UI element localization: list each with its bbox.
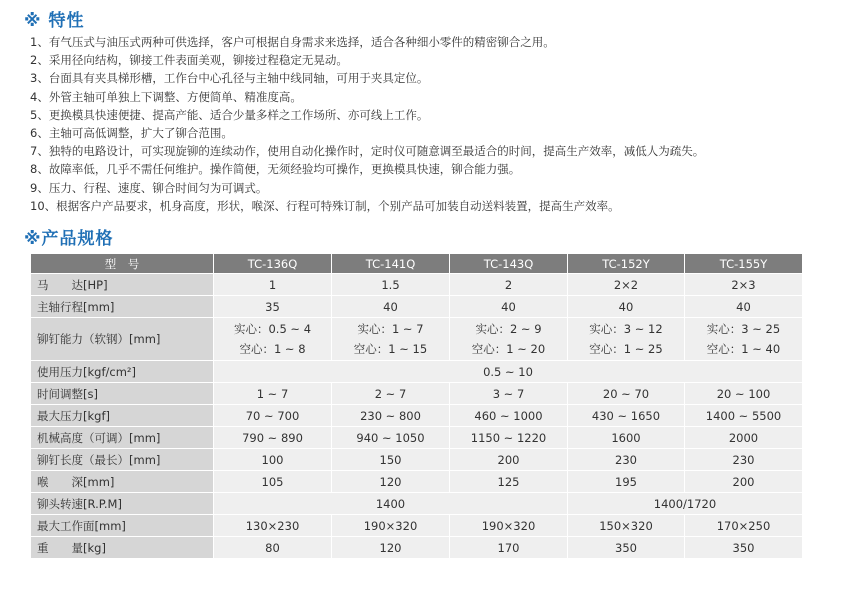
table-cell: 2×2 <box>568 274 685 296</box>
table-cell: 0.5 ~ 10 <box>214 361 803 383</box>
row-label: 重 量[kg] <box>31 537 214 559</box>
table-row <box>31 296 803 318</box>
table-cell: 190×320 <box>450 515 568 537</box>
table-cell: 2 <box>450 274 568 296</box>
table-cell: 1 ~ 7 <box>214 383 332 405</box>
feature-item: 1、有气压式与油压式两种可供选择，客户可根据自身需求来选择，适合各种细小零件的精密铆合之用。 <box>30 35 555 49</box>
feature-item: 9、压力、行程、速度、铆合时间匀为可调式。 <box>30 180 268 195</box>
header-cell: TC-152Y <box>568 254 685 274</box>
solid-value: 实心：0.5 ~ 4 <box>233 322 312 336</box>
feature-item: 4、外管主轴可单独上下调整、方便简单、精准度高。 <box>30 89 302 104</box>
table-row <box>31 427 803 449</box>
table-cell: 195 <box>568 471 685 493</box>
table-cell: 200 <box>450 449 568 471</box>
hollow-value: 空心：1 ~ 25 <box>589 342 663 356</box>
row-label: 喉 深[mm] <box>31 471 214 493</box>
table-row <box>31 405 803 427</box>
features-title: ※ 特性 <box>24 11 85 31</box>
table-row <box>31 537 803 559</box>
table-cell: 1.5 <box>332 274 450 296</box>
table-cell: 1400/1720 <box>568 493 803 515</box>
table-cell: 230 ~ 800 <box>332 405 450 427</box>
table-cell: 200 <box>685 471 803 493</box>
table-cell: 40 <box>568 296 685 318</box>
table-cell: 350 <box>685 537 803 559</box>
table-row <box>31 318 803 361</box>
header-cell: 型 号 <box>31 254 214 274</box>
features-list <box>30 33 840 215</box>
table-row <box>31 471 803 493</box>
table-cell: 2000 <box>685 427 803 449</box>
table-cell: 120 <box>332 471 450 493</box>
table-row <box>31 493 803 515</box>
table-cell: 1600 <box>568 427 685 449</box>
feature-item: 2、采用径向结构，铆接工件表面美观，铆接过程稳定无晃动。 <box>30 53 348 68</box>
table-cell: 230 <box>685 449 803 471</box>
row-label: 机械高度（可调）[mm] <box>31 427 214 449</box>
hollow-value: 空心：1 ~ 40 <box>706 342 781 356</box>
table-cell: 40 <box>450 296 568 318</box>
spec-table <box>30 253 803 559</box>
row-label: 时间调整[s] <box>31 383 214 405</box>
table-cell: 190×320 <box>332 515 450 537</box>
table-cell: 40 <box>685 296 803 318</box>
feature-item: 6、主轴可高低调整，扩大了铆合范围。 <box>30 126 233 141</box>
table-cell: 430 ~ 1650 <box>568 405 685 427</box>
table-cell: 100 <box>214 449 332 471</box>
header-cell: TC-141Q <box>332 254 450 274</box>
table-cell <box>214 318 332 361</box>
solid-value: 实心：3 ~ 12 <box>589 322 663 336</box>
row-label: 铆钉长度（最长）[mm] <box>31 449 214 471</box>
row-label: 使用压力[kgf/cm²] <box>31 361 214 383</box>
table-cell: 20 ~ 100 <box>685 383 803 405</box>
table-header-row <box>31 254 803 274</box>
table-cell: 1400 ~ 5500 <box>685 405 803 427</box>
table-cell: 230 <box>568 449 685 471</box>
table-cell: 1150 ~ 1220 <box>450 427 568 449</box>
row-label: 铆钉能力（软钢）[mm] <box>31 318 214 361</box>
table-cell: 1400 <box>214 493 568 515</box>
table-row <box>31 449 803 471</box>
table-cell: 2 ~ 7 <box>332 383 450 405</box>
table-cell: 170×250 <box>685 515 803 537</box>
hollow-value: 空心：1 ~ 8 <box>239 342 306 356</box>
table-cell: 150×320 <box>568 515 685 537</box>
hollow-value: 空心：1 ~ 20 <box>471 342 546 356</box>
table-row <box>31 361 803 383</box>
table-cell: 3 ~ 7 <box>450 383 568 405</box>
table-cell: 40 <box>332 296 450 318</box>
table-cell: 170 <box>450 537 568 559</box>
solid-value: 实心：1 ~ 7 <box>357 322 424 336</box>
header-cell: TC-155Y <box>685 254 803 274</box>
table-row <box>31 515 803 537</box>
feature-item: 8、故障率低，几乎不需任何维护。操作简便，无须经验均可操作，更换模具快速，铆合能力强。 <box>30 162 521 177</box>
table-cell: 1 <box>214 274 332 296</box>
table-cell: 120 <box>332 537 450 559</box>
table-row <box>31 274 803 296</box>
table-cell: 80 <box>214 537 332 559</box>
row-label: 最大压力[kgf] <box>31 405 214 427</box>
table-row <box>31 383 803 405</box>
table-cell: 125 <box>450 471 568 493</box>
table-cell: 2×3 <box>685 274 803 296</box>
table-cell: 35 <box>214 296 332 318</box>
solid-value: 实心：2 ~ 9 <box>475 322 542 336</box>
table-cell: 350 <box>568 537 685 559</box>
feature-item: 7、独特的电路设计，可实现旋铆的连续动作，使用自动化操作时，定时仪可随意调至最适合的时间，提高生产效率，减低人为疏失。 <box>30 144 705 159</box>
row-label: 铆头转速[R.P.M] <box>31 493 214 515</box>
table-cell: 940 ~ 1050 <box>332 427 450 449</box>
table-cell: 20 ~ 70 <box>568 383 685 405</box>
table-cell: 130×230 <box>214 515 332 537</box>
table-cell: 460 ~ 1000 <box>450 405 568 427</box>
table-cell <box>332 318 450 361</box>
row-label: 马 达[HP] <box>31 274 214 296</box>
table-cell: 70 ~ 700 <box>214 405 332 427</box>
table-cell: 790 ~ 890 <box>214 427 332 449</box>
spec-title: ※产品规格 <box>24 229 114 249</box>
row-label: 最大工作面[mm] <box>31 515 214 537</box>
solid-value: 实心：3 ~ 25 <box>706 322 781 336</box>
feature-item: 3、台面具有夹具梯形槽，工作台中心孔径与主轴中线同轴，可用于夹具定位。 <box>30 71 429 86</box>
table-cell <box>685 318 803 361</box>
table-cell <box>568 318 685 361</box>
table-cell <box>450 318 568 361</box>
row-label: 主轴行程[mm] <box>31 296 214 318</box>
header-cell: TC-143Q <box>450 254 568 274</box>
header-cell: TC-136Q <box>214 254 332 274</box>
table-cell: 105 <box>214 471 332 493</box>
feature-item: 5、更换模具快速便捷、提高产能、适合少量多样之工作场所、亦可线上工作。 <box>30 107 429 122</box>
table-cell: 150 <box>332 449 450 471</box>
hollow-value: 空心：1 ~ 15 <box>353 342 428 356</box>
feature-item: 10、根据客户产品要求，机身高度，形状，喉深、行程可特殊订制，个别产品可加装自动送料装置，提高生产效率。 <box>30 198 620 213</box>
